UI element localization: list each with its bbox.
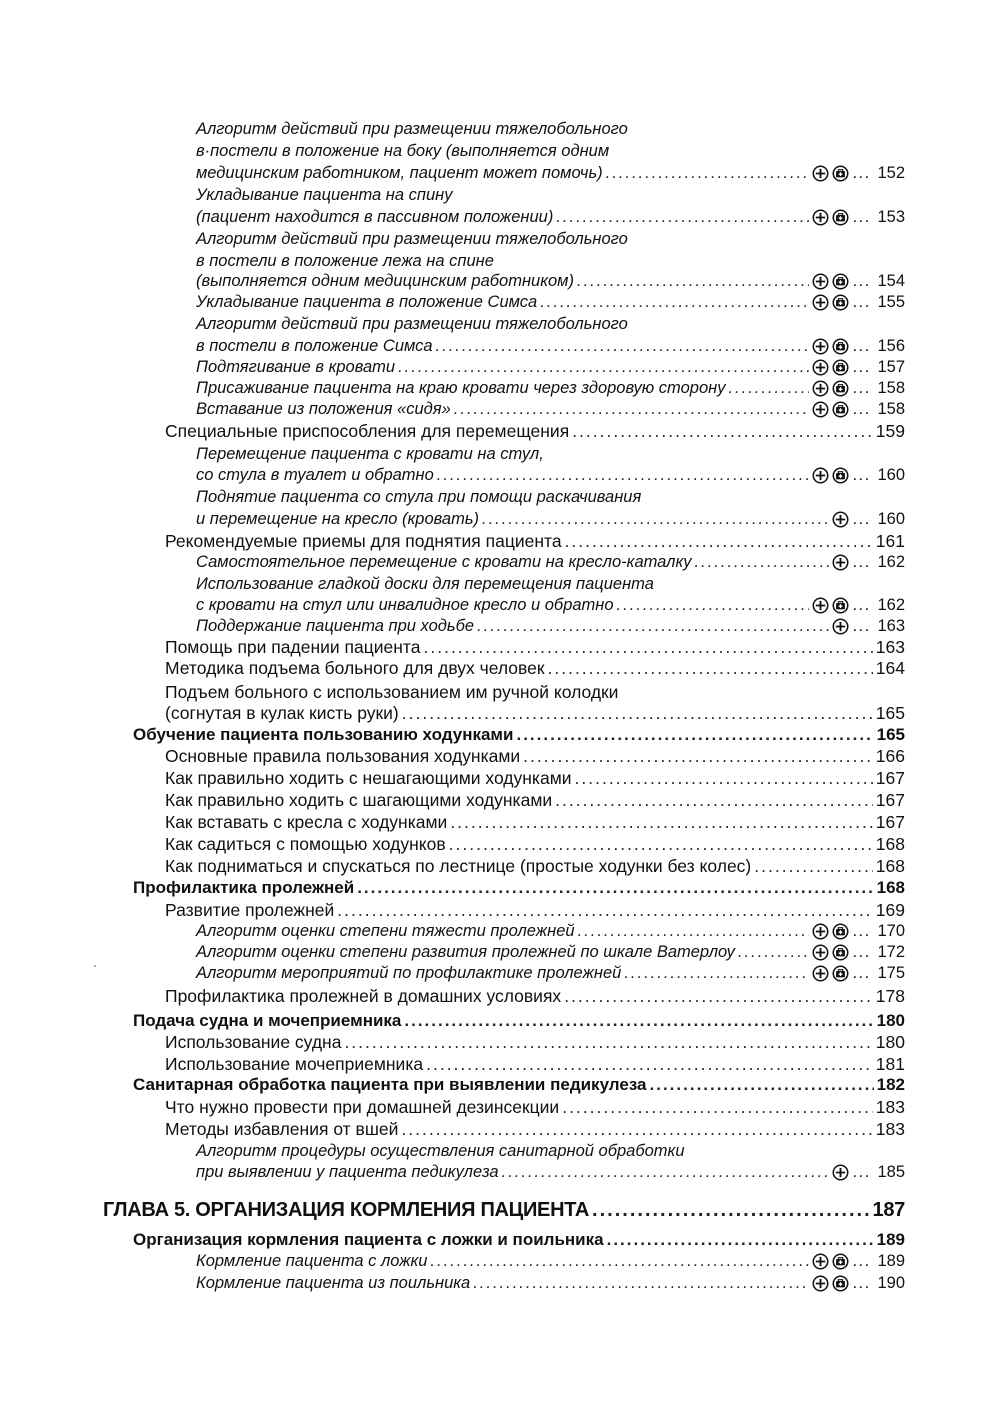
toc-section <box>133 724 905 746</box>
entry-title: Подача судна и мочеприемника <box>133 1011 402 1030</box>
entry-icons <box>812 923 849 942</box>
page-number: 168 <box>875 834 905 854</box>
dot-leader <box>565 530 873 552</box>
entry-icons <box>812 1275 849 1294</box>
page-number: 170 <box>877 922 905 940</box>
entry-title: Использование судна <box>165 1032 342 1052</box>
dot-leader <box>853 270 871 292</box>
medical-bag-icon <box>832 359 849 376</box>
page-number: 163 <box>877 617 905 635</box>
dot-leader <box>424 636 873 658</box>
page-number: 169 <box>875 900 905 920</box>
page-number: 180 <box>876 1011 905 1030</box>
toc-section <box>133 877 905 899</box>
dot-leader <box>436 335 810 357</box>
entry-icons <box>812 338 849 357</box>
page-number: 183 <box>875 1119 905 1139</box>
entry-title: (пациент находится в пассивном положении) <box>196 208 554 226</box>
dot-leader <box>337 899 873 921</box>
plus-circle-icon <box>832 1164 849 1181</box>
medical-bag-icon <box>832 965 849 982</box>
toc-entry <box>196 551 905 573</box>
toc-entry <box>165 745 905 767</box>
page-number: 180 <box>875 1032 905 1052</box>
page-number: 190 <box>877 1274 905 1292</box>
dot-leader <box>556 206 809 228</box>
entry-title: Рекомендуемые приемы для поднятия пациента <box>165 531 562 551</box>
page-number: 168 <box>875 856 905 876</box>
page-number: 156 <box>877 337 905 355</box>
entry-icons <box>832 511 849 530</box>
toc-entry <box>165 767 905 789</box>
entry-title: со стула в туалет и обратно <box>196 466 434 484</box>
entry-icons <box>832 554 849 573</box>
dot-leader <box>357 877 873 899</box>
entry-title: Кормление пациента из поильника <box>196 1274 471 1292</box>
entry-title: в постели в положение лежа на спине <box>196 252 494 270</box>
dot-leader <box>577 270 809 292</box>
entry-title: Как подниматься и спускаться по лестнице (простые ходунки без колес) <box>165 856 752 876</box>
entry-icons <box>832 1164 849 1183</box>
page-number: 187 <box>872 1199 905 1221</box>
dot-leader <box>404 1010 873 1032</box>
page-number: 158 <box>877 400 905 418</box>
medical-bag-icon <box>832 209 849 226</box>
plus-circle-icon <box>812 209 829 226</box>
chapter-heading <box>103 1198 905 1222</box>
plus-circle-icon <box>812 165 829 182</box>
plus-circle-icon <box>812 380 829 397</box>
entry-title: Основные правила пользования ходунками <box>165 746 521 766</box>
toc-entry <box>196 1272 905 1294</box>
dot-leader <box>398 356 809 378</box>
toc-entry <box>165 530 905 552</box>
plus-circle-icon <box>812 359 829 376</box>
toc-entry <box>196 615 905 637</box>
dot-leader <box>853 615 871 637</box>
toc-entry <box>165 833 905 855</box>
dot-leader <box>853 1250 871 1272</box>
dot-leader <box>523 745 873 767</box>
page-number: 160 <box>877 466 905 484</box>
toc-entry <box>165 1118 905 1140</box>
toc-entry <box>196 356 905 378</box>
entry-title: Что нужно провести при домашней дезинсекции <box>165 1097 560 1117</box>
toc-entry <box>165 657 905 679</box>
plus-circle-icon <box>812 467 829 484</box>
entry-icons <box>812 273 849 292</box>
entry-title: Как правильно ходить с шагающими ходунками <box>165 790 553 810</box>
toc-entry <box>196 1140 685 1162</box>
toc-entry <box>165 1031 905 1053</box>
entry-title: Методика подъема больного для двух человек <box>165 658 545 678</box>
page-number: 157 <box>877 358 905 376</box>
entry-title: ГЛАВА 5. ОРГАНИЗАЦИЯ КОРМЛЕНИЯ ПАЦИЕНТА <box>103 1199 590 1221</box>
entry-title: Укладывание пациента на спину <box>196 186 453 204</box>
dot-leader <box>728 377 809 399</box>
page-number: 189 <box>877 1252 905 1270</box>
toc-entry <box>196 206 905 228</box>
toc-entry <box>196 250 494 272</box>
entry-icons <box>812 359 849 378</box>
dot-leader <box>853 962 871 984</box>
page-number: 189 <box>876 1230 905 1249</box>
toc-entry <box>165 636 905 658</box>
toc-entry <box>196 941 905 963</box>
medical-bag-icon <box>832 401 849 418</box>
entry-title: (согнутая в кулак кисть руки) <box>165 703 399 723</box>
page-number: 165 <box>875 703 905 723</box>
dot-leader <box>502 1161 830 1183</box>
dot-leader <box>555 789 873 811</box>
dot-leader <box>402 702 873 724</box>
toc-section <box>133 1074 905 1096</box>
dot-leader <box>607 1229 874 1251</box>
page-number: 165 <box>876 725 905 744</box>
page-number: 161 <box>875 531 905 551</box>
dot-leader <box>477 615 829 637</box>
toc-entry <box>196 398 905 420</box>
entry-title: при выявлении у пациента педикулеза <box>196 1163 499 1181</box>
dot-leader <box>853 377 871 399</box>
plus-circle-icon <box>832 554 849 571</box>
page-number: 181 <box>875 1054 905 1074</box>
dot-leader <box>754 855 873 877</box>
entry-title: в постели в положение Симса <box>196 337 433 355</box>
page-number: 160 <box>877 510 905 528</box>
entry-icons <box>812 467 849 486</box>
page-number: 154 <box>877 272 905 290</box>
page-number: 168 <box>876 878 905 897</box>
plus-circle-icon <box>812 294 829 311</box>
entry-title: Помощь при падении пациента <box>165 637 421 657</box>
page-number: 159 <box>875 421 905 441</box>
page-number: 162 <box>877 553 905 571</box>
medical-bag-icon <box>832 923 849 940</box>
plus-circle-icon <box>812 965 829 982</box>
toc-entry <box>196 270 905 292</box>
dot-leader <box>473 1272 809 1294</box>
entry-title: Кормление пациента с ложки <box>196 1252 428 1270</box>
dot-leader <box>853 206 871 228</box>
toc-entry <box>196 594 905 616</box>
toc-entry <box>196 962 905 984</box>
entry-title: Методы избавления от вшей <box>165 1119 399 1139</box>
toc-section <box>133 1010 905 1032</box>
entry-title: Подъем больного с использованием им ручной колодки <box>165 682 619 702</box>
entry-title: Укладывание пациента в положение Симса <box>196 293 538 311</box>
dot-leader <box>450 811 872 833</box>
dot-leader <box>430 1250 809 1272</box>
dot-leader <box>572 420 873 442</box>
entry-title: Вставание из положения «сидя» <box>196 400 451 418</box>
entry-title: (выполняется одним медицинским работником) <box>196 272 574 290</box>
entry-title: Самостоятельное перемещение с кровати на кресло-каталку <box>196 553 692 571</box>
dot-leader <box>437 464 809 486</box>
plus-circle-icon <box>812 597 829 614</box>
page-number: 167 <box>875 768 905 788</box>
page-number: 152 <box>877 164 905 182</box>
entry-icons <box>812 944 849 963</box>
entry-icons <box>812 380 849 399</box>
page-number: 164 <box>875 658 905 678</box>
toc-entry <box>165 789 905 811</box>
dot-leader <box>617 594 810 616</box>
page-number: 155 <box>877 293 905 311</box>
dot-leader <box>344 1031 872 1053</box>
dot-leader <box>564 985 873 1007</box>
entry-title: Алгоритм оценки степени развития пролежней по шкале Ватерлоу <box>196 943 735 961</box>
medical-bag-icon <box>832 944 849 961</box>
page-number: 162 <box>877 596 905 614</box>
scan-speck <box>94 965 96 967</box>
dot-leader <box>540 291 809 313</box>
page-number: 182 <box>876 1075 905 1094</box>
entry-icons <box>812 165 849 184</box>
entry-title: Алгоритм действий при размещении тяжелобольного <box>196 315 628 333</box>
entry-title: Алгоритм оценки степени тяжести пролежней <box>196 922 575 940</box>
toc-entry <box>196 228 628 250</box>
entry-title: с кровати на стул или инвалидное кресло и обратно <box>196 596 614 614</box>
toc-entry <box>196 508 905 530</box>
dot-leader <box>853 291 871 313</box>
plus-circle-icon <box>812 338 829 355</box>
page-number: 158 <box>877 379 905 397</box>
dot-leader <box>575 767 873 789</box>
dot-leader <box>853 162 871 184</box>
toc-entry <box>196 377 905 399</box>
entry-title: Поддержание пациента при ходьбе <box>196 617 475 635</box>
page-number: 167 <box>875 790 905 810</box>
entry-title: Специальные приспособления для перемещения <box>165 421 570 441</box>
toc-entry <box>196 464 905 486</box>
plus-circle-icon <box>812 944 829 961</box>
entry-title: Поднятие пациента со стула при помощи раскачивания <box>196 488 642 506</box>
medical-bag-icon <box>832 273 849 290</box>
plus-circle-icon <box>812 401 829 418</box>
dot-leader <box>401 1118 872 1140</box>
dot-leader <box>606 162 810 184</box>
dot-leader <box>853 508 871 530</box>
entry-title: Алгоритм процедуры осуществления санитарной обработки <box>196 1142 685 1160</box>
toc-entry <box>196 486 641 508</box>
medical-bag-icon <box>832 1275 849 1292</box>
toc-entry <box>196 184 452 206</box>
medical-bag-icon <box>832 165 849 182</box>
entry-icons <box>812 597 849 616</box>
toc-entry <box>165 1053 905 1075</box>
toc-entry <box>165 420 905 442</box>
entry-title: Санитарная обработка пациента при выявлении педикулеза <box>133 1075 647 1094</box>
dot-leader <box>454 398 809 420</box>
page-number: 183 <box>875 1097 905 1117</box>
dot-leader <box>449 833 873 855</box>
plus-circle-icon <box>832 618 849 635</box>
toc-entry <box>165 1096 905 1118</box>
page-number: 167 <box>875 812 905 832</box>
page-number: 185 <box>877 1163 905 1181</box>
entry-icons <box>812 401 849 420</box>
page-number: 153 <box>877 208 905 226</box>
toc-entry <box>196 140 609 162</box>
medical-bag-icon <box>832 467 849 484</box>
dot-leader <box>548 657 873 679</box>
entry-title: Использование мочеприемника <box>165 1054 424 1074</box>
entry-title: и перемещение на кресло (кровать) <box>196 510 480 528</box>
dot-leader <box>426 1053 873 1075</box>
dot-leader <box>853 1161 871 1183</box>
medical-bag-icon <box>832 294 849 311</box>
entry-title: Использование гладкой доски для перемещения пациента <box>196 575 654 593</box>
toc-entry <box>165 985 905 1007</box>
dot-leader <box>738 941 809 963</box>
plus-circle-icon <box>832 511 849 528</box>
entry-icons <box>812 1253 849 1272</box>
toc-entry <box>196 443 544 465</box>
toc-entry <box>196 920 905 942</box>
entry-title: Как садиться с помощью ходунков <box>165 834 446 854</box>
entry-title: Алгоритм мероприятий по профилактике пролежней <box>196 964 622 982</box>
entry-title: Как правильно ходить с нешагающими ходунками <box>165 768 572 788</box>
entry-title: Как вставать с кресла с ходунками <box>165 812 448 832</box>
dot-leader <box>695 551 830 573</box>
entry-title: в·постели в положение на боку (выполняется одним <box>196 142 610 160</box>
entry-icons <box>812 965 849 984</box>
entry-title: Развитие пролежней <box>165 900 335 920</box>
toc-entry <box>165 899 905 921</box>
entry-title: Перемещение пациента с кровати на стул, <box>196 445 544 463</box>
dot-leader <box>853 920 871 942</box>
entry-title: Присаживание пациента на краю кровати через здоровую сторону <box>196 379 726 397</box>
entry-title: медицинским работником, пациент может помочь) <box>196 164 603 182</box>
medical-bag-icon <box>832 380 849 397</box>
dot-leader <box>853 551 871 573</box>
dot-leader <box>578 920 810 942</box>
toc-section <box>133 1229 905 1251</box>
toc-entry <box>196 573 654 595</box>
toc-entry <box>196 335 905 357</box>
page-number: 166 <box>875 746 905 766</box>
entry-title: Алгоритм действий при размещении тяжелобольного <box>196 120 628 138</box>
entry-title: Обучение пациента пользованию ходунками <box>133 725 514 744</box>
toc-entry <box>196 162 905 184</box>
toc-entry <box>196 1250 905 1272</box>
page-number: 163 <box>875 637 905 657</box>
page-number: 172 <box>877 943 905 961</box>
dot-leader <box>853 398 871 420</box>
plus-circle-icon <box>812 273 829 290</box>
entry-title: Профилактика пролежней <box>133 878 355 897</box>
toc-entry <box>196 118 628 140</box>
medical-bag-icon <box>832 338 849 355</box>
medical-bag-icon <box>832 597 849 614</box>
dot-leader <box>853 594 871 616</box>
entry-title: Алгоритм действий при размещении тяжелобольного <box>196 230 628 248</box>
page-number: 178 <box>875 986 905 1006</box>
dot-leader <box>650 1074 874 1096</box>
dot-leader <box>853 464 871 486</box>
plus-circle-icon <box>812 1275 829 1292</box>
dot-leader <box>592 1198 869 1222</box>
dot-leader <box>853 1272 871 1294</box>
medical-bag-icon <box>832 1253 849 1270</box>
toc-entry <box>165 811 905 833</box>
dot-leader <box>624 962 809 984</box>
toc-entry <box>196 1161 905 1183</box>
dot-leader <box>562 1096 873 1118</box>
toc-entry <box>165 702 905 724</box>
dot-leader <box>853 356 871 378</box>
entry-icons <box>812 294 849 313</box>
plus-circle-icon <box>812 923 829 940</box>
dot-leader <box>853 335 871 357</box>
toc-entry <box>165 681 618 703</box>
page-number: 175 <box>877 964 905 982</box>
dot-leader <box>853 941 871 963</box>
dot-leader <box>516 724 873 746</box>
entry-title: Подтягивание в кровати <box>196 358 396 376</box>
dot-leader <box>482 508 829 530</box>
entry-icons <box>812 209 849 228</box>
entry-title: Профилактика пролежней в домашних условиях <box>165 986 562 1006</box>
toc-entry <box>196 313 628 335</box>
toc-entry <box>196 291 905 313</box>
toc-entry <box>165 855 905 877</box>
entry-title: Организация кормления пациента с ложки и поильника <box>133 1230 604 1249</box>
plus-circle-icon <box>812 1253 829 1270</box>
entry-icons <box>832 618 849 637</box>
